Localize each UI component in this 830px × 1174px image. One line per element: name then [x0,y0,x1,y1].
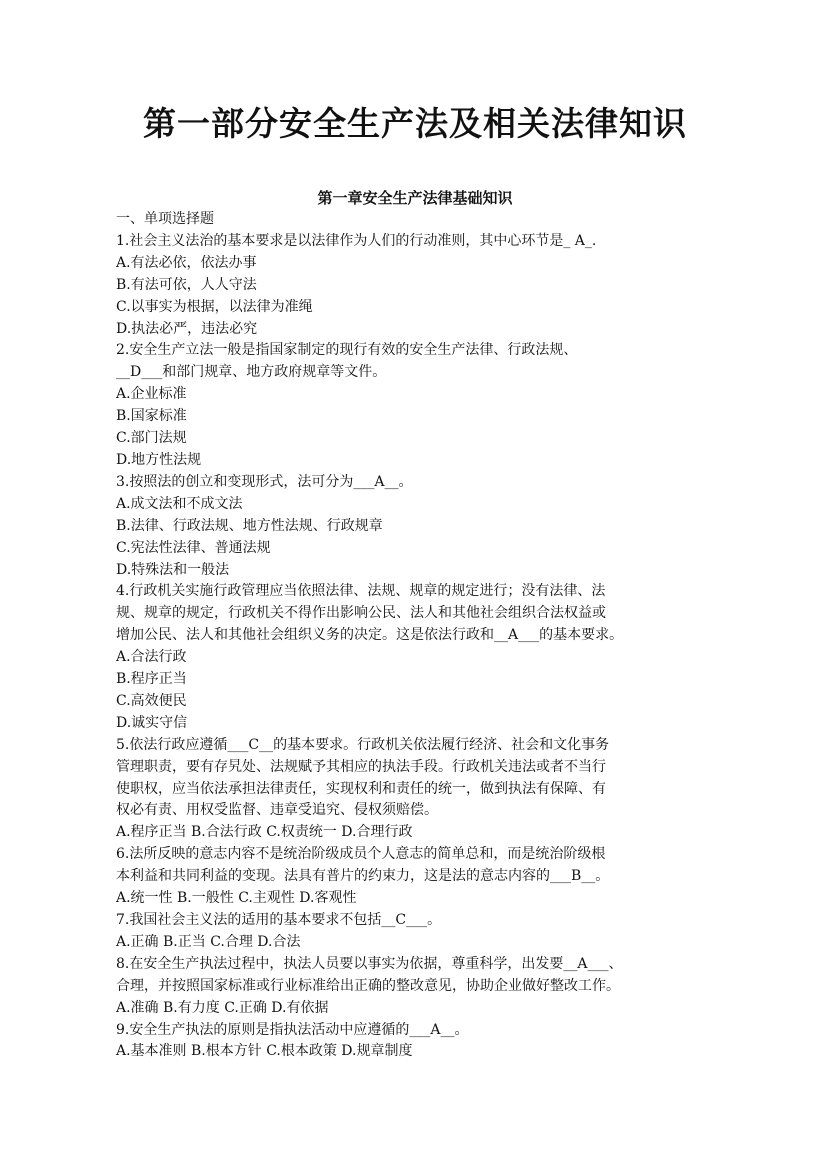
text-line: A.有法必依，依法办事 [116,254,257,271]
text-line: 使职权，应当依法承担法律责任，实现权利和责任的统一，做到执法有保障、有 [116,780,606,797]
text-line: __D___和部门规章、地方政府规章等文件。 [116,364,387,381]
text-line: C.部门法规 [116,430,187,447]
text-line: 9.安全生产执法的原则是指执法活动中应遵循的___A__。 [116,1021,469,1038]
text-line: B.法律、行政法规、地方性法规、行政规章 [116,517,383,534]
text-line: 3.按照法的创立和变现形式，法可分为___A__。 [116,473,413,490]
text-line: D.诚实守信 [116,714,188,731]
text-line: A.准确 B.有力度 C.正确 D.有依据 [116,999,329,1016]
text-line: A.正确 B.正当 C.合理 D.合法 [116,933,301,950]
text-line: 管理职责，要有存旯处、法规赋予其相应的执法手段。行政机关违法或者不当行 [116,758,606,775]
text-line: 4.行政机关实施行政管理应当依照法律、法规、规章的规定进行；没有法律、法 [116,583,606,600]
text-line: 5.依法行政应遵循___C__的基本要求。行政机关依法履行经济、社会和文化事务 [116,736,610,753]
text-line: A.基本准则 B.根本方针 C.根本政策 D.规章制度 [116,1043,413,1060]
text-line: 规、规章的规定，行政机关不得作出影响公民、法人和其他社会组织合法权益或 [116,605,606,622]
text-line: B.有法可依，人人守法 [116,276,257,293]
text-line: A.合法行政 [116,649,187,666]
text-line: 本利益和共同利益的变现。法具有普片的约束力，这是法的意志内容的___B__。 [116,868,610,885]
text-line: D.执法必严，违法必究 [116,320,258,337]
text-line: A.企业标准 [116,386,187,403]
text-line: A.程序正当 B.合法行政 C.权责统一 D.合理行政 [116,824,413,841]
text-line: 权必有责、用权受监督、违章受追究、侵权须赔偿。 [116,802,438,819]
text-line: 7.我国社会主义法的适用的基本要求不包括__C___。 [116,912,442,928]
page-title: 第一部分安全生产法及相关法律知识 [143,104,687,143]
text-line: 2.安全生产立法一般是指国家制定的现行有效的安全生产法律、行政法规、 [116,342,578,359]
text-line: 8.在安全生产执法过程中，执法人员要以事实为依据，尊重科学，出发要__A___、 [116,955,623,972]
document-body [116,209,708,1063]
chapter-title: 第一章安全生产法律基础知识 [317,189,513,207]
text-line: A.统一性 B.一般性 C.主观性 D.客观性 [116,890,357,907]
text-line: A.成文法和不成文法 [116,495,243,512]
text-line: 6.法所反映的意志内容不是统治阶级成员个人意志的简单总和，而是统治阶级根 [116,846,606,863]
text-line: D.特殊法和一般法 [116,561,230,578]
text-line: B.程序正当 [116,671,187,688]
text-line: C.宪法性法律、普通法规 [116,539,271,556]
text-line: 1.社会主义法治的基本要求是以法律作为人们的行动准则，其中心环节是_ A_. [116,232,597,249]
text-line: D.地方性法规 [116,451,202,468]
text-line: C.以事实为根据，以法律为准绳 [116,298,313,315]
text-line: C.高效便民 [116,692,187,709]
text-line: 一、单项选择题 [116,211,214,227]
text-line: 合理，并按照国家标准或行业标准给出正确的整改意见，协助企业做好整改工作。 [116,977,620,994]
text-line: 增加公民、法人和其他社会组织义务的决定。这是依法行政和__A___的基本要求。 [116,627,624,644]
text-line: B.国家标准 [116,408,187,425]
